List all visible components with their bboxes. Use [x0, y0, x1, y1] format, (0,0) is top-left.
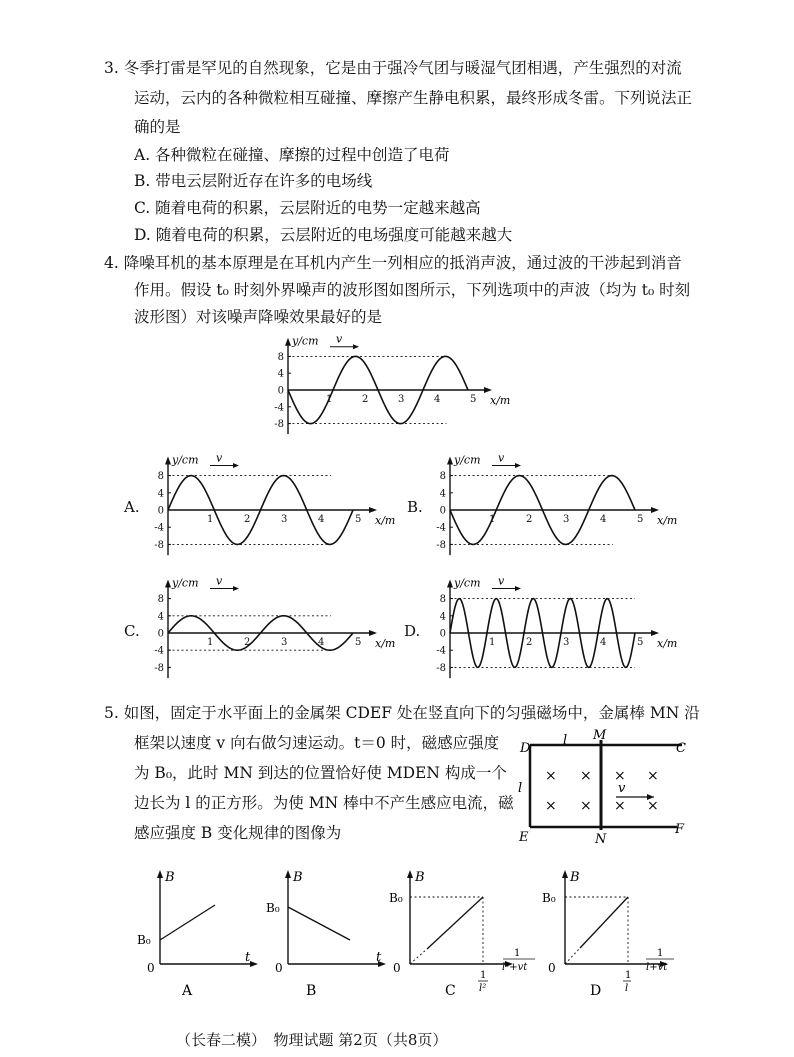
x-tick-label: 1: [326, 394, 333, 405]
x-tick-label: 3: [281, 637, 288, 648]
axis-label-b: B: [165, 870, 175, 885]
x-tick-label: 3: [563, 637, 570, 648]
q4-line-2: 作用。假设 t₀ 时刻外界噪声的波形图如图所示，下列选项中的声波（均为 t₀ 时刻: [134, 281, 691, 299]
velocity-arrowhead: [353, 344, 359, 349]
y-tick-label: -4: [436, 522, 446, 534]
y-tick-label: -4: [154, 522, 164, 534]
y-tick-label: 0: [157, 505, 164, 517]
q4-line-1: 4. 降噪耳机的基本原理是在耳机内产生一列相应的抵消声波，通过波的干涉起到消音: [104, 254, 682, 272]
y-tick-label: 8: [439, 471, 446, 483]
y-tick-label: -8: [436, 539, 446, 551]
axis-label-b: B: [415, 870, 425, 885]
label-n: N: [595, 832, 607, 847]
y-axis-arrow: [447, 457, 453, 465]
x-tick-label: 2: [362, 394, 369, 405]
metal-frame-diagram: [512, 730, 712, 848]
velocity-label: v: [498, 574, 505, 588]
label-c: C: [676, 741, 686, 756]
q5-line-2: 框架以速度 v 向右做匀速运动。t＝0 时，磁感应强度: [134, 734, 500, 752]
origin-label: 0: [393, 961, 401, 975]
x-axis-label: x/m: [375, 514, 396, 527]
y-tick-label: 0: [277, 385, 284, 397]
y-tick-label: 4: [277, 368, 284, 380]
field-mark: ×: [580, 798, 592, 814]
x-tick-label: 4: [434, 394, 441, 405]
velocity-arrowhead: [515, 463, 521, 468]
option-c-waveform-graph: [140, 575, 400, 683]
x-tick-label: 1: [489, 637, 496, 648]
y-tick-label: -8: [154, 539, 164, 551]
y-tick-label: -8: [154, 662, 164, 674]
answer-graph-d: [542, 864, 700, 999]
y-axis-arrow: [285, 338, 291, 346]
q3-line-2: 运动，云内的各种微粒相互碰撞、摩擦产生静电积累，最终形成冬雷。下列说法正: [134, 89, 693, 107]
x-tick-label: 3: [398, 394, 405, 405]
answer-graph-c: [389, 864, 545, 999]
origin-label: 0: [147, 961, 155, 975]
label-l-top: l: [563, 733, 568, 748]
label-m: M: [593, 728, 607, 743]
y-tick-label: -8: [436, 662, 446, 674]
y-tick-label: -4: [154, 645, 164, 657]
q5-line-3: 为 B₀，此时 MN 到达的位置恰好使 MDEN 构成一个: [134, 764, 507, 782]
axis-label-b: B: [293, 870, 303, 885]
answer-c-label: C: [445, 983, 456, 999]
x-tick-label: 5: [637, 637, 644, 648]
y-tick-label: -8: [274, 419, 284, 431]
y-tick-label: 8: [277, 351, 284, 363]
x-tick-label: 2: [244, 637, 251, 648]
q3-line-1: 3. 冬季打雷是罕见的自然现象，它是由于强冷气团与暖湿气团相遇，产生强烈的对流: [104, 59, 682, 77]
b0-label: B₀: [137, 933, 151, 947]
velocity-arrowhead: [233, 586, 239, 591]
x-axis-label: x/m: [657, 637, 678, 650]
x-tick-label: 5: [637, 514, 644, 525]
y-tick-label: 8: [439, 594, 446, 606]
velocity-arrowhead: [515, 586, 521, 591]
q5-line-4: 边长为 l 的正方形。为使 MN 棒中不产生感应电流，磁: [134, 794, 514, 812]
x-axis-denominator: l+vt: [646, 962, 668, 973]
option-d-label: D.: [404, 622, 421, 640]
axis-label-t: t: [245, 950, 251, 965]
y-axis-arrow: [165, 580, 171, 588]
y-tick-label: 8: [157, 594, 164, 606]
velocity-label: v: [336, 332, 343, 346]
option-b-waveform-graph: [422, 452, 682, 560]
x-axis-arrow: [651, 630, 659, 636]
label-e: E: [519, 830, 529, 845]
b0-label: B₀: [266, 901, 280, 915]
y-axis-label: y/cm: [172, 453, 199, 467]
b0-label: B₀: [389, 891, 403, 905]
x-tick-label: 5: [355, 514, 362, 525]
page-footer: （长春二模） 物理试题 第2页（共8页）: [176, 1031, 448, 1049]
y-tick-label: -4: [274, 402, 284, 414]
x-tick-label: 5: [470, 394, 477, 405]
q4-line-3: 波形图）对该噪声降噪效果最好的是: [134, 308, 383, 326]
y-tick-label: 0: [439, 628, 446, 640]
y-axis-label: y/cm: [454, 453, 481, 467]
option-d-waveform-graph: [422, 575, 682, 683]
x-axis-label: x/m: [375, 637, 396, 650]
x-tick-label: 2: [526, 514, 533, 525]
x-axis-arrow: [369, 507, 377, 513]
x-axis-arrow: [484, 387, 492, 393]
field-mark: ×: [545, 768, 557, 784]
x-axis-arrow: [369, 630, 377, 636]
q3-line-3: 确的是: [134, 118, 181, 136]
field-mark: ×: [614, 798, 626, 814]
y-tick-label: 0: [157, 628, 164, 640]
option-a-label: A.: [124, 498, 140, 516]
y-tick-label: 4: [157, 488, 164, 500]
answer-b-label: B: [306, 983, 317, 999]
y-axis-label: y/cm: [454, 576, 481, 590]
tick-denominator: l: [625, 983, 629, 994]
label-f: F: [675, 822, 685, 837]
x-tick-label: 4: [600, 637, 607, 648]
field-mark: ×: [647, 768, 659, 784]
y-tick-label: 4: [439, 488, 446, 500]
x-tick-label: 4: [600, 514, 607, 525]
x-axis-numerator: 1: [514, 948, 521, 959]
x-tick-label: 2: [526, 637, 533, 648]
option-b-label: B.: [407, 498, 423, 516]
noise-waveform-graph: [250, 332, 520, 442]
answer-graph-a: [137, 864, 270, 999]
answer-a-label: A: [182, 983, 193, 999]
q3-option-d: D. 随着电荷的积累，云层附近的电场强度可能越来越大: [134, 226, 513, 244]
x-axis-label: x/m: [490, 394, 511, 407]
x-tick-label: 4: [318, 514, 325, 525]
velocity-label: v: [498, 451, 505, 465]
x-tick-label: 1: [207, 637, 214, 648]
origin-label: 0: [275, 961, 283, 975]
y-axis-label: y/cm: [292, 334, 319, 348]
x-axis-label: x/m: [657, 514, 678, 527]
option-a-waveform-graph: [140, 452, 400, 560]
tick-denominator: l²: [479, 983, 487, 994]
x-tick-label: 5: [355, 637, 362, 648]
q5-line-5: 感应强度 B 变化规律的图像为: [134, 824, 342, 842]
origin-label: 0: [548, 961, 556, 975]
y-tick-label: -4: [436, 645, 446, 657]
velocity-label: v: [618, 781, 626, 796]
answer-d-label: D: [590, 983, 602, 999]
y-tick-label: 8: [157, 471, 164, 483]
y-tick-label: 4: [439, 611, 446, 623]
x-tick-label: 3: [563, 514, 570, 525]
velocity-arrowhead: [233, 463, 239, 468]
x-tick-label: 2: [244, 514, 251, 525]
field-mark: ×: [647, 798, 659, 814]
y-axis-label: y/cm: [172, 576, 199, 590]
y-axis-arrow: [447, 580, 453, 588]
x-axis-numerator: 1: [657, 948, 664, 959]
field-mark: ×: [580, 768, 592, 784]
field-mark: ×: [614, 768, 626, 784]
answer-graph-b: [268, 864, 398, 999]
axis-label-b: B: [570, 870, 580, 885]
tick-numerator: 1: [480, 970, 487, 981]
velocity-label: v: [216, 451, 223, 465]
y-axis-arrow: [165, 457, 171, 465]
q3-option-c: C. 随着电荷的积累，云层附近的电势一定越来越高: [134, 199, 481, 217]
x-tick-label: 3: [281, 514, 288, 525]
q3-option-b: B. 带电云层附近存在许多的电场线: [134, 172, 373, 190]
label-d: D: [520, 741, 531, 756]
label-l-side: l: [518, 781, 523, 796]
x-axis-arrow: [651, 507, 659, 513]
option-c-label: C.: [124, 622, 140, 640]
x-tick-label: 1: [489, 514, 496, 525]
y-tick-label: 4: [157, 611, 164, 623]
x-tick-label: 4: [318, 637, 325, 648]
x-tick-label: 1: [207, 514, 214, 525]
q5-line-1: 5. 如图，固定于水平面上的金属架 CDEF 处在竖直向下的匀强磁场中，金属棒 MN 沿: [104, 704, 700, 722]
x-axis-denominator: l²+vt: [502, 962, 528, 973]
tick-numerator: 1: [625, 970, 632, 981]
b0-label: B₀: [542, 891, 556, 905]
field-mark: ×: [545, 798, 557, 814]
velocity-label: v: [216, 574, 223, 588]
y-tick-label: 0: [439, 505, 446, 517]
axis-label-t: t: [376, 950, 382, 965]
q3-option-a: A. 各种微粒在碰撞、摩擦的过程中创造了电荷: [134, 146, 450, 164]
